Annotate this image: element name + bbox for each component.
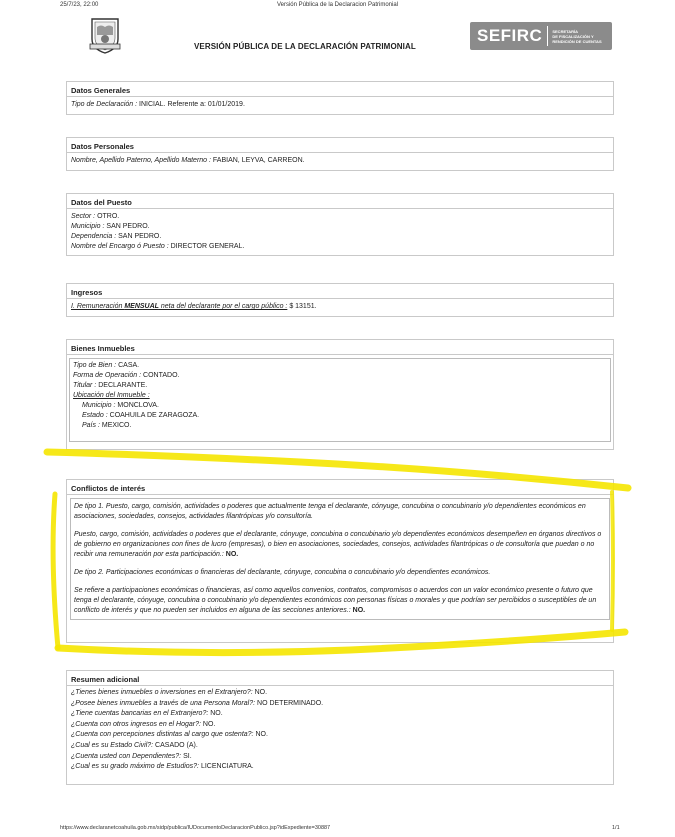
resumen-item: ¿Cuenta con percepciones distintas al cargo que ostenta?: NO. [71,731,268,739]
section-heading: Ingresos [67,284,613,299]
print-title: Versión Pública de la Declaracion Patrimonial [276,2,399,8]
section-resumen-adicional [66,670,614,785]
resumen-item: ¿Tiene cuentas bancarias en el Extranjero?: NO. [71,710,223,718]
tipo-declaracion-label: Tipo de Declaración : [71,101,138,108]
print-header [0,2,675,12]
resumen-item: ¿Tienes bienes inmuebles o inversiones en el Extranjero?: NO. [71,689,268,696]
section-bienes-inmuebles [66,339,614,450]
conflicto-tipo2-answer: NO [352,607,364,614]
resumen-item: ¿Cual es su Estado Civil?: CASADO (A). [71,741,198,749]
dependencia-row: Dependencia : SAN PEDRO. [71,233,162,240]
sector-row: Sector : OTRO. [71,213,120,220]
print-page-number: 1/1 [612,825,620,831]
coahuila-seal-icon [86,15,124,55]
forma-operacion-row: Forma de Operación : CONTADO. [73,372,180,379]
print-footer [0,825,675,835]
conflicto-tipo1-answer: NO [225,551,237,558]
tipo-declaracion-value: INICIAL. Referente a: 01/01/2019. [139,101,245,108]
document-title: VERSIÓN PÚBLICA DE LA DECLARACIÓN PATRIMONIAL [194,42,416,51]
conflictos-card [70,498,610,620]
nombre-value: FABIAN, LEYVA, CARREON. [212,157,305,164]
section-datos-puesto [66,193,614,256]
ubicacion-pais-row: País : MEXICO. [82,422,132,429]
municipio-row: Municipio : SAN PEDRO. [71,223,150,230]
section-ingresos [66,283,614,317]
section-heading: Datos Personales [67,138,613,153]
inmueble-card [69,358,611,442]
sefirc-logo [470,22,612,50]
conflicto-tipo1-detalle: Puesto, cargo, comisión, actividades o poderes que el declarante, cónyuge, concubina o concubinario y/o dependientes económicos desempeñen en órganos directivos o de gobierno en organizaciones con fines de lucro (empresas), o bien en asociaciones, sociedades, consejos, actividades filantrópicas o de consultoría que puedan o no recibir una remuneración por esta participación.: NO. [74,531,602,558]
section-conflictos-interes [66,479,614,643]
tipo-bien-row: Tipo de Bien : CASA. [73,362,140,369]
remuneracion-label: I. Remuneración MENSUAL neta del declarante por el cargo público : [71,303,288,310]
section-heading: Resumen adicional [67,671,613,686]
resumen-item: ¿Cuenta con otros ingresos en el Hogar?: NO. [71,720,216,728]
section-heading: Datos Generales [67,82,613,97]
nombre-label: Nombre, Apellido Paterno, Apellido Materno : [71,157,211,164]
resumen-item: ¿Posee bienes inmuebles a través de una Persona Moral?: NO DETERMINADO. [71,699,324,707]
ubicacion-estado-row: Estado : COAHUILA DE ZARAGOZA. [82,412,200,419]
conflicto-tipo2-detalle: Se refiere a participaciones económicas o financieras, así como aquellos convenios, contratos, compromisos o acuerdos con un valor económico presente o futuro que tenga el declarante, cónyuge, concubina o concubinario y/o dependientes económicos con personas físicas o morales y que podrían ser percibidos o susceptibles de un conflicto de interés y que no pueden ser incluidos en alguna de las secciones anteriores.: NO. [74,587,597,614]
section-heading: Datos del Puesto [67,194,613,209]
ubicacion-municipio-row: Municipio : MONCLOVA. [82,402,159,409]
resumen-list [67,686,613,776]
print-datetime: 25/7/23, 22:00 [60,2,99,8]
section-heading: Conflictos de interés [67,480,613,495]
resumen-item: ¿Cuenta usted con Dependientes?: SI. [71,752,192,760]
conflicto-tipo1: De tipo 1. Puesto, cargo, comisión, actividades o poderes que actualmente tenga el declarante, cónyuge, concubina o concubinario y/o dependientes económicos en asociaciones, sociedades, consejos, actividades filantrópicas y/o consultoría. [74,503,586,520]
ubicacion-label: Ubicación del Inmueble : [73,392,150,399]
section-datos-generales [66,81,614,115]
logo-divider [547,26,548,46]
conflicto-tipo2: De tipo 2. Participaciones económicas o financieras del declarante, cónyuge, concubina o concubinario y/o dependientes económicos. [74,569,491,576]
print-url: https://www.declaranetcoahuila.gob.mx/sidp/publica/IUDocumentoDeclaracionPublico.jsp?idExpediente=30887 [60,825,331,831]
section-heading: Bienes Inmuebles [67,340,613,355]
titular-row: Titular : DECLARANTE. [73,382,148,389]
remuneracion-value: $ 13151. [289,303,317,310]
section-datos-personales [66,137,614,171]
sefirc-brand: SEFIRC [477,26,543,45]
resumen-item: ¿Cual es su grado máximo de Estudios?: LICENCIATURA. [71,763,254,771]
encargo-row: Nombre del Encargo ó Puesto : DIRECTOR GENERAL. [71,243,245,250]
sefirc-subtitle: SECRETARÍA DE FISCALIZACIÓN Y RENDICIÓN DE CUENTAS [552,28,602,44]
